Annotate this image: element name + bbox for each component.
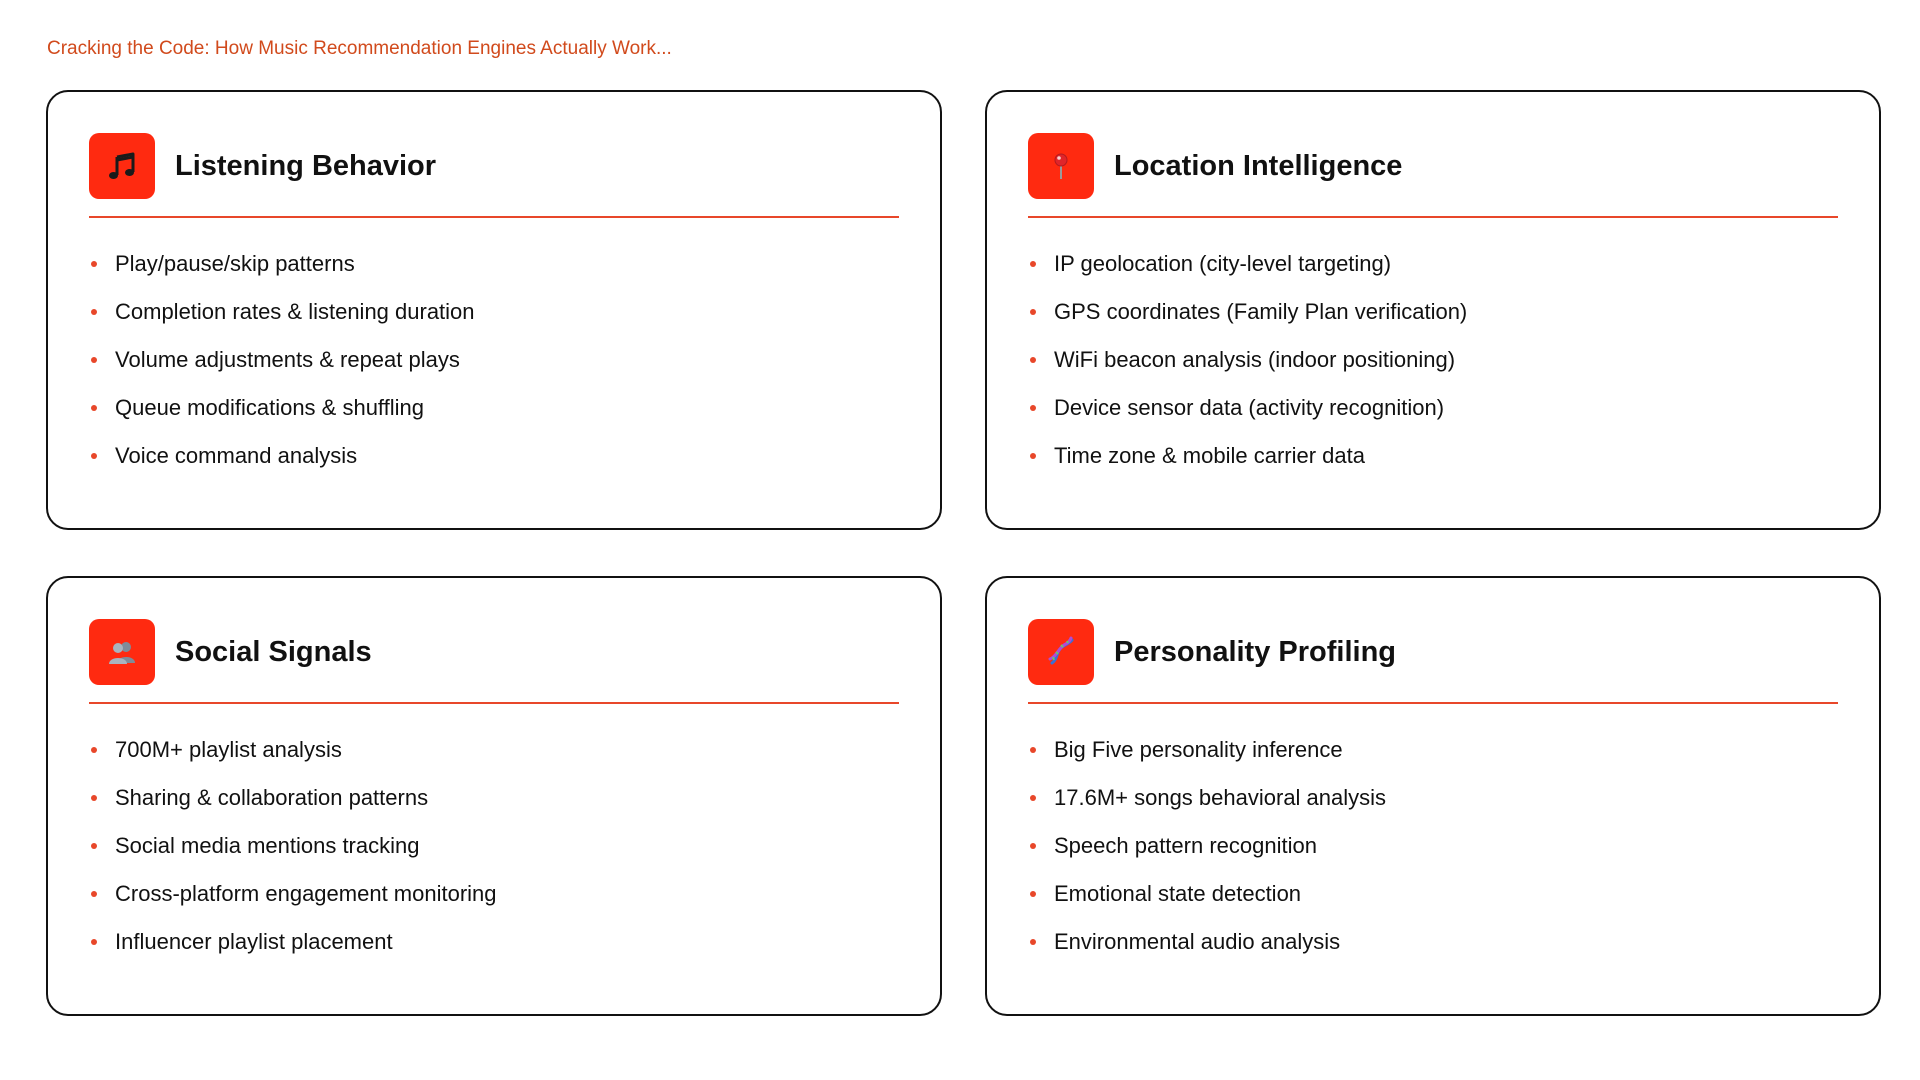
- list-item-text: Play/pause/skip patterns: [115, 251, 355, 276]
- dna-icon: [1028, 619, 1094, 685]
- card-header: [89, 133, 899, 199]
- list-item: [1028, 870, 1386, 918]
- list-item: [89, 870, 497, 918]
- list-item-text: 700M+ playlist analysis: [115, 737, 342, 762]
- bullet-dot: [91, 309, 97, 315]
- musical-note-icon: [89, 133, 155, 199]
- list-item: [89, 822, 497, 870]
- list-item-text: Sharing & collaboration patterns: [115, 785, 429, 810]
- card-title: Personality Profiling: [1114, 635, 1396, 668]
- card-social-signals: [46, 576, 942, 1016]
- bullet-dot: [1030, 747, 1036, 753]
- list-item: [89, 918, 497, 966]
- bullet-dot: [91, 453, 97, 459]
- list-item-text: GPS coordinates (Family Plan verification): [1054, 299, 1468, 324]
- bullet-dot: [91, 357, 97, 363]
- list-item: [1028, 336, 1467, 384]
- card-title: Listening Behavior: [175, 149, 437, 182]
- card-personality-profiling: [985, 576, 1881, 1016]
- list-item: [1028, 918, 1386, 966]
- card-header: [89, 619, 899, 685]
- list-item-text: Voice command analysis: [115, 443, 358, 468]
- bullet-list: [1028, 240, 1467, 480]
- card-location-intelligence: [985, 90, 1881, 530]
- list-item: [89, 774, 497, 822]
- bullet-dot: [1030, 309, 1036, 315]
- bullet-dot: [91, 795, 97, 801]
- people-icon: [89, 619, 155, 685]
- list-item: [89, 384, 475, 432]
- card-header: [1028, 619, 1838, 685]
- card-divider: [1028, 216, 1838, 218]
- list-item: [1028, 288, 1467, 336]
- bullet-dot: [91, 261, 97, 267]
- card-divider: [89, 216, 899, 218]
- list-item: [1028, 240, 1467, 288]
- bullet-dot: [1030, 843, 1036, 849]
- list-item: [1028, 822, 1386, 870]
- list-item-text: Time zone & mobile carrier data: [1054, 443, 1365, 468]
- list-item: [89, 432, 475, 480]
- bullet-dot: [1030, 795, 1036, 801]
- list-item-text: WiFi beacon analysis (indoor positioning): [1054, 347, 1456, 372]
- card-header: [1028, 133, 1838, 199]
- bullet-list: [89, 240, 475, 480]
- list-item: [1028, 384, 1467, 432]
- list-item-text: Device sensor data (activity recognition): [1054, 395, 1445, 420]
- bullet-dot: [91, 891, 97, 897]
- list-item-text: Cross-platform engagement monitoring: [115, 881, 497, 906]
- bullet-dot: [1030, 453, 1036, 459]
- list-item-text: Completion rates & listening duration: [115, 299, 475, 324]
- list-item-text: Speech pattern recognition: [1054, 833, 1317, 858]
- card-divider: [89, 702, 899, 704]
- bullet-dot: [1030, 261, 1036, 267]
- card-title: Social Signals: [175, 635, 372, 668]
- card-title: Location Intelligence: [1114, 149, 1403, 182]
- bullet-dot: [1030, 357, 1036, 363]
- bullet-dot: [1030, 891, 1036, 897]
- list-item-text: Social media mentions tracking: [115, 833, 420, 858]
- list-item-text: Influencer playlist placement: [115, 929, 393, 954]
- list-item-text: IP geolocation (city-level targeting): [1054, 251, 1392, 276]
- list-item-text: Emotional state detection: [1054, 881, 1302, 906]
- list-item: [1028, 774, 1386, 822]
- list-item: [89, 288, 475, 336]
- card-listening-behavior: [46, 90, 942, 530]
- bullet-dot: [91, 747, 97, 753]
- list-item: [89, 336, 475, 384]
- bullet-list: [1028, 726, 1386, 966]
- list-item-text: 17.6M+ songs behavioral analysis: [1054, 785, 1387, 810]
- page-title: Cracking the Code: How Music Recommendation Engines Actually Work...: [47, 38, 672, 59]
- card-divider: [1028, 702, 1838, 704]
- list-item-text: Queue modifications & shuffling: [115, 395, 424, 420]
- bullet-list: [89, 726, 497, 966]
- list-item: [1028, 432, 1467, 480]
- list-item-text: Volume adjustments & repeat plays: [115, 347, 460, 372]
- list-item: [1028, 726, 1386, 774]
- list-item-text: Environmental audio analysis: [1054, 929, 1341, 954]
- bullet-dot: [91, 939, 97, 945]
- list-item: [89, 726, 497, 774]
- location-pin-icon: [1028, 133, 1094, 199]
- bullet-dot: [1030, 405, 1036, 411]
- bullet-dot: [91, 843, 97, 849]
- list-item-text: Big Five personality inference: [1054, 737, 1343, 762]
- bullet-dot: [91, 405, 97, 411]
- bullet-dot: [1030, 939, 1036, 945]
- list-item: [89, 240, 475, 288]
